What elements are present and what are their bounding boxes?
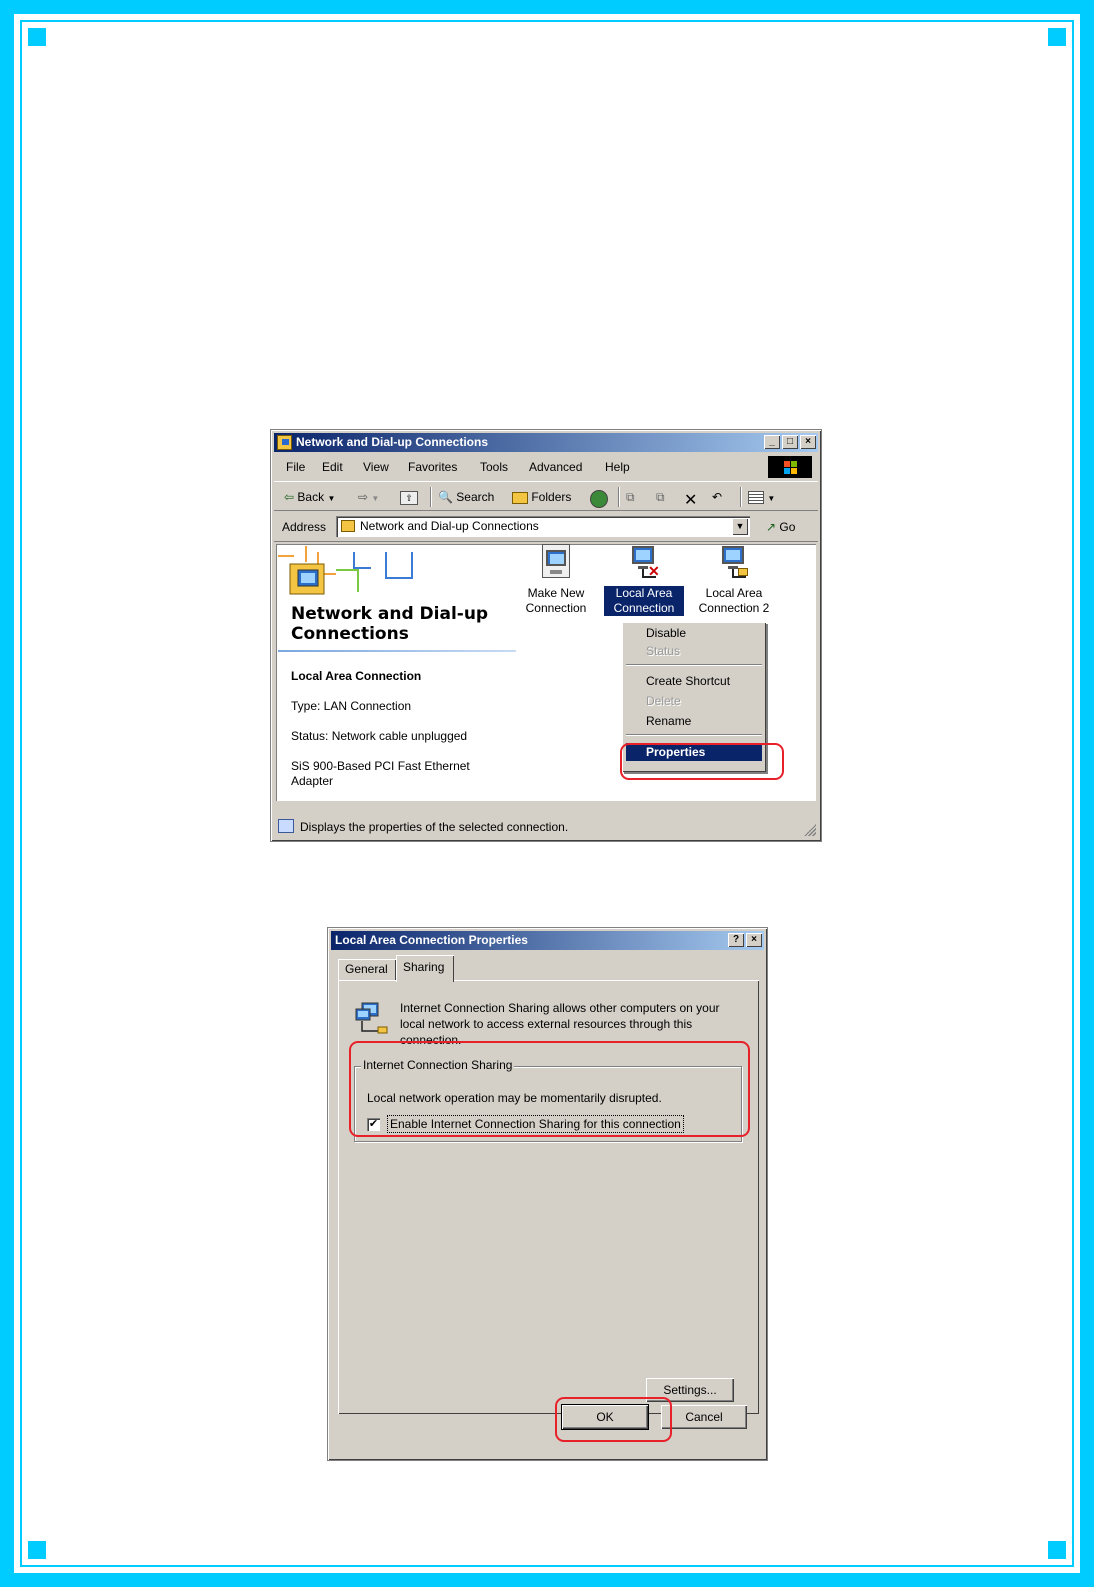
enable-ics-label[interactable]: Enable Internet Connection Sharing for this connection — [390, 1117, 681, 1131]
menu-item-delete[interactable]: Delete — [646, 694, 681, 708]
icon-label: Make New Connection — [525, 586, 587, 615]
page-frame-top — [50, 0, 1044, 14]
frame-corner-bottom-left — [0, 1537, 50, 1587]
go-button[interactable]: ↗ Go — [766, 520, 796, 534]
minimize-button[interactable]: _ — [764, 435, 780, 449]
heading-divider — [278, 650, 516, 652]
copy-to-icon: ⧉ — [656, 490, 665, 504]
toolbar-separator — [430, 487, 432, 507]
menu-view[interactable]: View — [363, 460, 389, 474]
close-button[interactable]: × — [746, 933, 762, 947]
menu-item-properties[interactable]: Properties — [626, 743, 762, 761]
tab-sharing[interactable]: Sharing — [396, 955, 454, 982]
forward-arrow-icon: ⇨ — [358, 490, 369, 504]
frame-corner-top-right — [1044, 0, 1094, 50]
address-bar — [274, 512, 818, 542]
network-folder-icon — [341, 520, 355, 532]
close-button[interactable]: × — [800, 435, 816, 449]
page-frame-left — [0, 50, 14, 1537]
status-bar — [274, 816, 818, 838]
delete-button[interactable] — [684, 490, 697, 510]
chevron-down-icon: ▼ — [371, 494, 380, 503]
status-text: Displays the properties of the selected connection. — [300, 820, 569, 834]
make-new-connection-icon — [540, 544, 572, 580]
menu-separator — [626, 664, 762, 666]
icon-label: Local Area Connection 2 — [698, 586, 770, 615]
frame-corner-bottom-right — [1044, 1537, 1094, 1587]
history-button[interactable] — [590, 490, 608, 508]
settings-button[interactable]: Settings... — [646, 1378, 734, 1402]
menu-file[interactable]: File — [286, 460, 306, 474]
windows-logo-icon — [768, 456, 812, 478]
details-status: Status: Network cable unplugged — [291, 729, 468, 743]
move-to-button[interactable] — [626, 490, 635, 505]
details-title: Local Area Connection — [291, 669, 422, 683]
network-status-icon — [278, 819, 294, 833]
tab-general[interactable]: General — [338, 959, 396, 981]
back-button[interactable]: ⇦ Back ▼ — [284, 490, 336, 504]
resize-grip-icon[interactable] — [804, 824, 816, 836]
undo-icon: ↶ — [712, 490, 723, 504]
address-label: Address — [282, 520, 327, 534]
menu-help[interactable]: Help — [605, 460, 630, 474]
chevron-down-icon: ▼ — [767, 494, 776, 503]
ics-highlight-annotation — [349, 1041, 750, 1137]
page-frame-bottom — [50, 1573, 1044, 1587]
icon-label: Local Area Connection — [604, 586, 684, 616]
copy-to-button[interactable] — [656, 490, 665, 505]
folders-icon — [512, 492, 528, 504]
forward-button[interactable] — [358, 490, 379, 504]
page-frame-inner-left — [20, 50, 22, 1537]
menu-item-disable[interactable]: Disable — [646, 626, 687, 640]
toolbar-separator — [740, 487, 742, 507]
dialog-title: Local Area Connection Properties — [335, 933, 528, 947]
ok-button[interactable]: OK — [562, 1405, 648, 1429]
up-folder-icon: ⇧ — [400, 491, 418, 505]
enable-ics-checkbox[interactable]: ✔ — [368, 1118, 379, 1130]
details-type: Type: LAN Connection — [291, 699, 412, 713]
search-button[interactable]: 🔍 Search — [438, 490, 495, 504]
groupbox-note: Local network operation may be momentarily disrupted. — [367, 1091, 662, 1105]
page-frame-inner-right — [1072, 50, 1074, 1537]
connection-sharing-icon — [354, 1001, 388, 1037]
go-arrow-icon: ↗ — [766, 520, 777, 534]
up-folder-button[interactable] — [400, 490, 418, 505]
cancel-button[interactable]: Cancel — [661, 1405, 747, 1429]
views-icon — [748, 491, 764, 504]
help-button[interactable]: ? — [728, 933, 744, 947]
connection-properties-dialog — [327, 927, 768, 1461]
standard-toolbar — [274, 481, 818, 511]
menu-item-rename[interactable]: Rename — [646, 714, 692, 728]
menu-separator — [626, 734, 762, 736]
dialog-titlebar[interactable] — [331, 931, 764, 950]
menu-item-create-shortcut[interactable]: Create Shortcut — [646, 674, 731, 688]
lan-shared-icon — [718, 544, 750, 580]
frame-corner-top-left — [0, 0, 50, 50]
window-title: Network and Dial-up Connections — [296, 435, 489, 449]
back-arrow-icon: ⇦ — [284, 490, 295, 504]
details-adapter: SiS 900-Based PCI Fast Ethernet Adapter — [291, 759, 470, 788]
folders-button[interactable]: Folders — [512, 490, 571, 504]
page-title: Network and Dial-up Connections — [291, 604, 489, 644]
menu-favorites[interactable]: Favorites — [408, 460, 458, 474]
move-to-icon: ⧉ — [626, 490, 635, 504]
history-icon — [590, 490, 608, 508]
maximize-button[interactable]: □ — [782, 435, 798, 449]
menu-tools[interactable]: Tools — [480, 460, 509, 474]
chevron-down-icon: ▼ — [327, 494, 336, 503]
menu-bar — [274, 454, 818, 480]
make-new-connection-item[interactable] — [516, 544, 596, 616]
page-frame-inner-top — [50, 20, 1044, 22]
page-frame-inner-bottom — [50, 1565, 1044, 1567]
window-titlebar[interactable] — [274, 433, 818, 452]
menu-advanced[interactable]: Advanced — [529, 460, 583, 474]
menu-edit[interactable]: Edit — [322, 460, 343, 474]
toolbar-separator — [618, 487, 620, 507]
groupbox-title: Internet Connection Sharing — [363, 1058, 513, 1072]
delete-x-icon: ✕ — [684, 492, 698, 509]
undo-button[interactable] — [712, 490, 722, 504]
menu-item-status[interactable]: Status — [646, 644, 681, 658]
views-button[interactable] — [748, 490, 775, 504]
address-dropdown-button[interactable]: ▼ — [732, 518, 748, 535]
sharing-description: Internet Connection Sharing allows other computers on your local network to access external resources through this connection. — [400, 1001, 720, 1047]
local-area-connection-item[interactable] — [604, 544, 684, 616]
web-view-header-graphic — [276, 544, 426, 604]
local-area-connection-2-item[interactable] — [694, 544, 774, 616]
search-icon: 🔍 — [438, 490, 453, 504]
connection-details — [291, 669, 501, 801]
address-input[interactable]: Network and Dial-up Connections — [336, 516, 750, 537]
properties-highlight-annotation — [620, 743, 784, 780]
page-frame-right — [1080, 50, 1094, 1537]
lan-disconnected-icon: ✕ — [628, 544, 660, 580]
ok-highlight-annotation — [555, 1397, 672, 1442]
network-folder-icon — [277, 435, 292, 450]
